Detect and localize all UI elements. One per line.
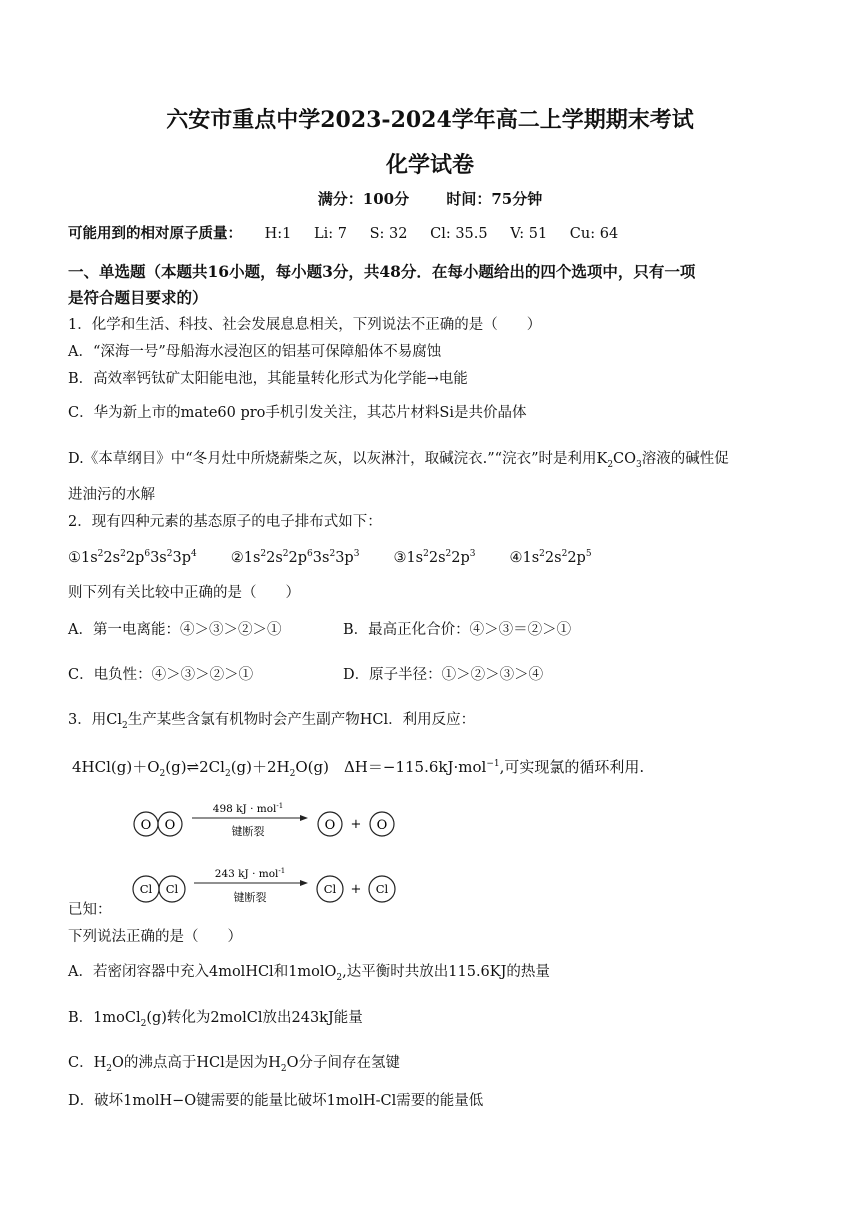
exam-meta [0,188,860,209]
q1-option-d [68,449,729,469]
mass-item: V: 51 [510,226,548,242]
plus-sign: + [350,882,362,897]
q3-stem [68,710,475,730]
eq-part: ,可实现氯的循环利用. [499,758,645,776]
orbital-electrons: 2 [445,549,452,560]
orbital: 3s [150,550,167,566]
orbital: 2s [428,550,446,566]
orbital: 2p [567,550,586,566]
q2-options-cd [68,665,543,685]
q3-ask: 下列说法正确的是（ ） [68,929,242,945]
orbital: 2s [103,550,121,566]
q3-c-text: C．H [68,1055,107,1071]
orbital: 1s [81,550,98,566]
cl-atom-label: Cl [139,882,153,896]
q3-a-text: A．若密闭容器中充入4molHCl和1molO [68,964,337,980]
eq-part: (g)＋2H [230,758,290,776]
q3-b-sub: 2 [140,1018,147,1029]
q3-option-a [68,962,550,982]
bond-break-label: 键断裂 [231,825,265,838]
o-atom-label: O [376,818,388,833]
orbital: 1s [406,550,424,566]
orbital-electrons: 2 [282,549,289,560]
o-atom-label: O [140,818,152,833]
arrow-head [300,815,308,821]
q1-d-formula: CO [613,451,637,467]
config-mark: ① [68,550,81,566]
o-atom-label: O [324,818,336,833]
q3-c-text-mid: O的沸点高于HCl是因为H [111,1055,281,1071]
electron-config [510,548,592,568]
mass-item: Cl: 35.5 [430,226,488,242]
q2-options-ab [68,620,571,640]
orbital-electrons: 2 [120,549,126,560]
orbital-electrons: 2 [166,549,173,560]
orbital-electrons: 3 [353,549,360,560]
orbital-electrons: 2 [423,549,429,560]
q3-known: 已知： [68,902,112,918]
cl-atom-label: Cl [165,882,179,896]
orbital-electrons: 2 [561,549,568,560]
q3-c-sub: 2 [280,1063,287,1074]
atomic-masses-label: 可能用到的相对原子质量： [68,225,242,242]
bond-breaking-diagram [130,795,410,925]
eq-part: O(g) ΔH＝−115.6kJ·mol [295,758,487,776]
q3-c-sub: 2 [106,1063,112,1074]
config-mark: ② [230,550,244,566]
orbital-electrons: 2 [329,549,336,560]
q2-ask: 则下列有关比较中正确的是（ ） [68,585,300,601]
eq-sub: 2 [224,769,231,779]
q2-configs [68,548,626,568]
q1-option-b: B．高效率钙钛矿太阳能电池，其能量转化形式为化学能→电能 [68,371,468,387]
oxygen-row [134,802,394,838]
eq-part: 4HCl(g)＋O [72,758,160,776]
q3-option-c [68,1053,400,1073]
q2-option-d: D．原子半径：①＞②＞③＞④ [343,667,544,683]
orbital: 1s [522,550,540,566]
orbital-electrons: 6 [307,549,313,560]
config-mark: ③ [393,550,407,566]
orbital-electrons: 4 [190,549,197,560]
q2-stem: 2．现有四种元素的基态原子的电子排布式如下： [68,514,382,530]
atomic-masses [68,224,636,244]
exam-subtitle: 化学试卷 [385,152,474,178]
o-bond-energy: 498 kJ · mol$^{-1}$ [212,802,284,815]
electron-config [231,548,360,568]
electron-config [393,548,475,568]
mass-item: Cu: 64 [569,226,619,242]
q1-option-a: A．“深海一号”母船海水浸泡区的铝基可保障船体不易腐蚀 [68,344,442,360]
q3-c-text-end: O分子间存在氢键 [286,1055,401,1071]
q3-option-b [68,1008,363,1028]
eq-part: (g)⇌2Cl [165,758,225,776]
orbital-electrons: 2 [260,549,267,560]
orbital: 2s [266,550,283,566]
orbital: 2p [451,550,470,566]
q3-equation [72,757,644,777]
q1-stem: 1．化学和生活、科技、社会发展息息相关，下列说法不正确的是（ ） [68,317,542,333]
mass-item: Li: 7 [313,226,347,242]
q3-a-sub: 2 [336,972,343,983]
orbital-electrons: 6 [144,549,151,560]
chlorine-row [133,867,395,904]
q1-d-text-end: 溶液的碱性促 [641,451,729,467]
cl-bond-energy: 243 kJ · mol$^{-1}$ [214,867,286,880]
eq-sup: −1 [486,759,500,769]
q3-b-text: B．1moCl [68,1010,141,1026]
q3-stem-sub: 2 [121,720,128,731]
orbital: 3p [335,550,354,566]
orbital-electrons: 2 [97,549,104,560]
orbital: 2s [544,550,562,566]
q2-option-c: C．电负性：④＞③＞②＞① [68,667,254,683]
cl-atom-label: Cl [375,882,389,896]
q2-option-a: A．第一电离能：④＞③＞②＞① [68,622,282,638]
electron-config [68,548,197,568]
q2-option-b: B．最高正化合价：④＞③＝②＞① [343,622,572,638]
cl-atom-label: Cl [323,882,337,896]
orbital: 1s [243,550,261,566]
mass-item: H:1 [264,226,292,242]
o-atom-label: O [164,818,176,833]
bond-break-label: 键断裂 [233,891,267,904]
section-heading-line1: 一、单选题（本题共16小题，每小题3分，共48分．在每小题给出的四个选项中，只有一项 [68,262,696,281]
q3-stem-text-end: 生产某些含氯有机物时会产生副产物HCl．利用反应： [127,712,476,728]
q3-a-text-end: ,达平衡时共放出115.6KJ的热量 [342,964,550,980]
eq-sub: 2 [159,769,166,779]
q3-option-d: D．破坏1molH−O键需要的能量比破坏1molH-Cl需要的能量低 [68,1093,484,1109]
orbital-electrons: 5 [585,549,592,560]
exam-title: 六安市重点中学2023-2024学年高二上学期期末考试 [166,107,694,133]
q1-option-c: C．华为新上市的mate60 pro手机引发关注，其芯片材料Si是共价晶体 [68,405,527,421]
q3-stem-text: 3．用Cl [68,712,122,728]
orbital-electrons: 3 [469,549,476,560]
orbital: 3s [312,550,330,566]
plus-sign: + [350,817,362,832]
config-mark: ④ [509,550,523,566]
section-heading-line2: 是符合题目要求的） [68,288,208,307]
q1-option-d-cont: 进油污的水解 [68,487,155,503]
q1-d-sub: 2 [607,459,614,470]
orbital: 3p [172,550,191,566]
orbital: 2p [125,550,145,566]
orbital-electrons: 2 [539,549,545,560]
eq-sub: 2 [289,769,296,779]
q1-d-text: D.《本草纲目》中“冬月灶中所烧薪柴之灰，以灰淋汁，取碱浣衣.”“浣衣”时是利用K [68,451,608,467]
orbital: 2p [288,550,308,566]
q1-d-sub: 3 [636,459,642,470]
q3-b-text-end: (g)转化为2molCl放出243kJ能量 [146,1010,363,1026]
time-limit: 时间：75分钟 [446,190,543,208]
full-score: 满分：100分 [317,190,410,208]
mass-item: S: 32 [369,226,408,242]
arrow-head [300,880,308,886]
